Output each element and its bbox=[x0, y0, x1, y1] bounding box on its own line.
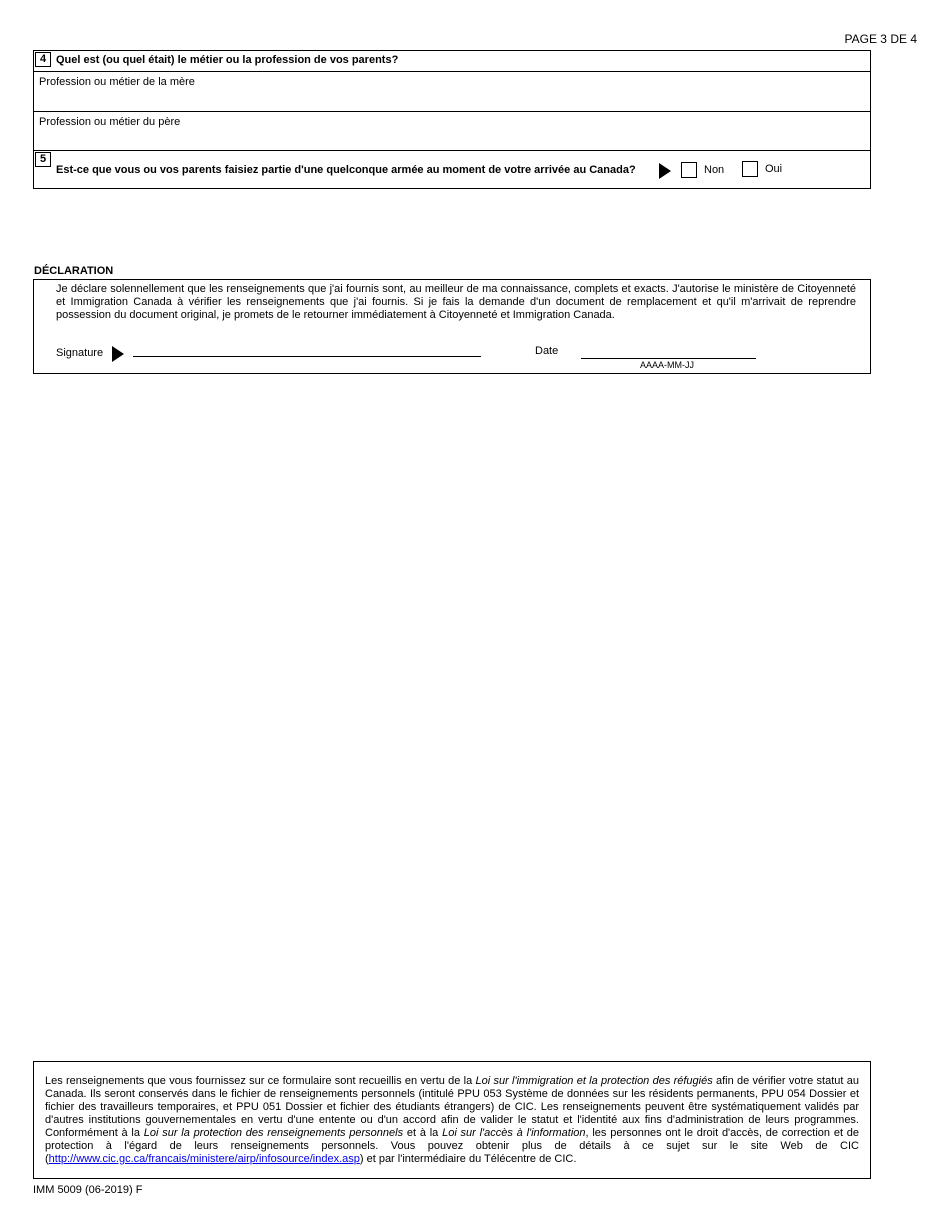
father-profession-field[interactable] bbox=[34, 112, 870, 151]
questions-section bbox=[33, 50, 871, 189]
privacy-part-4: , les personnes ont le droit d'accès, de correction et de protection à l'égard de leurs renseignements personnels. Vous pouvez obtenir plus de détails à ce sujet sur le site Web de CIC ( bbox=[45, 1127, 860, 1165]
signature-arrow-icon bbox=[112, 346, 124, 362]
question-4-title: Quel est (ou quel était) le métier ou la profession de vos parents? bbox=[56, 54, 399, 66]
yes-label: Oui bbox=[765, 163, 783, 175]
question-5-title: Est-ce que vous ou vos parents faisiez partie d'une quelconque armée au moment de votre arrivée au Canada? bbox=[56, 164, 636, 176]
mother-profession-label: Profession ou métier de la mère bbox=[39, 76, 195, 88]
no-label: Non bbox=[704, 164, 725, 176]
signature-label: Signature bbox=[56, 347, 104, 359]
privacy-part-3: et à la bbox=[403, 1127, 443, 1139]
privacy-part-2: afin de vérifier votre statut au Canada. Ils seront conservés dans le fichier de renseignements personnels (intitulé PPU 053 Système de données sur les résidents permanents, PPU 054 Dossier et fichier des travailleurs temporaires, et PPU 051 Dossier et fichier des étudiants étrangers) de CIC. Les renseignements peuvent être systématiquement validés par d'autres institutions gouvernementales en vertu d'une entente ou d'un accord afin de valider le statut et l'identité aux fins d'administration de leurs programmes. Conformément à la bbox=[45, 1075, 859, 1139]
date-label: Date bbox=[535, 345, 559, 357]
father-profession-label: Profession ou métier du père bbox=[39, 116, 181, 128]
question-4-number: 4 bbox=[35, 52, 51, 67]
privacy-text bbox=[45, 1075, 859, 1166]
signature-field[interactable] bbox=[133, 356, 481, 357]
declaration-box bbox=[33, 279, 871, 374]
declaration-title: DÉCLARATION bbox=[34, 265, 114, 277]
cic-infosource-link[interactable]: http://www.cic.gc.ca/francais/ministere/airp/infosource/index.asp bbox=[48, 1153, 360, 1165]
law-irpa: Loi sur l'immigration et la protection des réfugiés bbox=[475, 1075, 713, 1087]
date-field[interactable] bbox=[581, 358, 756, 359]
privacy-notice bbox=[33, 1061, 871, 1179]
arrow-icon bbox=[659, 163, 671, 179]
date-format-hint: AAAA-MM-JJ bbox=[640, 360, 694, 370]
declaration-text: Je déclare solennellement que les renseignements que j'ai fournis sont, au meilleur de ma connaissance, complets et exacts. J'autorise le ministère de Citoyenneté et Immigration Canada à vérifier les renseignements que j'ai fournis. Si je fais la demande d'un document de remplacement et qu'il m'arrivait de reprendre possession du document original, je promets de le retourner immédiatement à Citoyenneté et Immigration Canada. bbox=[56, 283, 856, 321]
privacy-part-1: Les renseignements que vous fournissez sur ce formulaire sont recueillis en vertu de la bbox=[45, 1075, 476, 1087]
yes-checkbox[interactable] bbox=[742, 161, 758, 177]
question-4-header bbox=[34, 51, 870, 72]
form-id: IMM 5009 (06-2019) F bbox=[33, 1184, 143, 1196]
law-access-act: Loi sur l'accès à l'information bbox=[442, 1127, 586, 1139]
no-checkbox[interactable] bbox=[681, 162, 697, 178]
law-privacy-act: Loi sur la protection des renseignements personnels bbox=[143, 1127, 404, 1139]
privacy-part-5: ) et par l'intermédiaire du Télécentre de CIC. bbox=[359, 1153, 577, 1165]
page-number: PAGE 3 DE 4 bbox=[844, 32, 917, 46]
question-5-number: 5 bbox=[35, 152, 51, 167]
question-5-row bbox=[34, 151, 870, 189]
mother-profession-field[interactable] bbox=[34, 72, 870, 112]
